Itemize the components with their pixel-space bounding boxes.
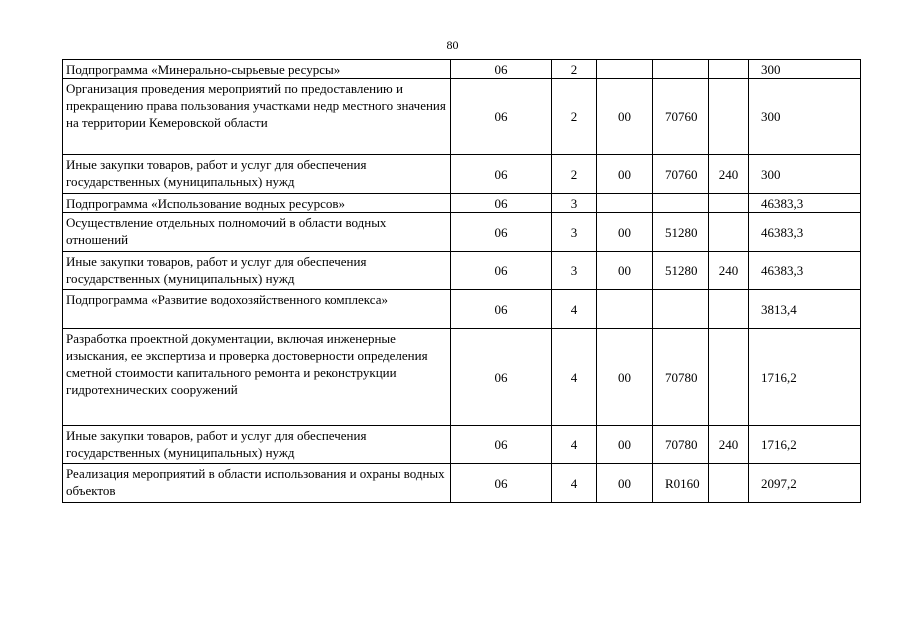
row-program: 00 — [597, 464, 653, 503]
row-program: 00 — [597, 426, 653, 464]
row-expense-type — [709, 213, 749, 252]
row-amount: 300 — [749, 79, 861, 155]
row-name: Подпрограмма «Минерально-сырьевые ресурсы» — [63, 60, 451, 79]
row-code: 70760 — [653, 79, 709, 155]
row-amount: 2097,2 — [749, 464, 861, 503]
row-code: 70780 — [653, 329, 709, 426]
row-program — [597, 290, 653, 329]
row-name: Подпрограмма «Использование водных ресурсов» — [63, 194, 451, 213]
row-program — [597, 194, 653, 213]
row-section: 06 — [451, 426, 552, 464]
row-amount: 300 — [749, 155, 861, 194]
row-code: 70760 — [653, 155, 709, 194]
row-code — [653, 290, 709, 329]
table-row — [63, 426, 861, 464]
row-expense-type — [709, 60, 749, 79]
row-subsection: 2 — [552, 155, 597, 194]
row-code — [653, 60, 709, 79]
page-number: 80 — [446, 38, 459, 52]
budget-table — [62, 59, 861, 503]
row-subsection: 4 — [552, 290, 597, 329]
row-section: 06 — [451, 252, 552, 290]
row-section: 06 — [451, 79, 552, 155]
row-expense-type: 240 — [709, 155, 749, 194]
row-section: 06 — [451, 464, 552, 503]
row-section: 06 — [451, 194, 552, 213]
table-row — [63, 213, 861, 252]
row-section: 06 — [451, 329, 552, 426]
row-subsection: 4 — [552, 329, 597, 426]
row-amount: 3813,4 — [749, 290, 861, 329]
row-code: 51280 — [653, 213, 709, 252]
row-name: Осуществление отдельных полномочий в области водных отношений — [63, 213, 451, 252]
row-amount: 46383,3 — [749, 194, 861, 213]
row-subsection: 3 — [552, 194, 597, 213]
row-expense-type — [709, 464, 749, 503]
row-name: Организация проведения мероприятий по предоставлению и прекращению права пользования участками недр местного значения на территории Кемеровской области — [63, 79, 451, 155]
row-subsection: 3 — [552, 213, 597, 252]
row-name: Разработка проектной документации, включая инженерные изыскания, ее экспертиза и проверка достоверности определения сметной стоимости капитального ремонта и реконструкции гидротехнических сооружений — [63, 329, 451, 426]
row-name: Иные закупки товаров, работ и услуг для обеспечения государственных (муниципальных) нужд — [63, 155, 451, 194]
row-subsection: 4 — [552, 464, 597, 503]
row-section: 06 — [451, 290, 552, 329]
row-expense-type: 240 — [709, 252, 749, 290]
row-program: 00 — [597, 79, 653, 155]
row-program: 00 — [597, 155, 653, 194]
row-code — [653, 194, 709, 213]
row-program: 00 — [597, 213, 653, 252]
row-code: 70780 — [653, 426, 709, 464]
row-section: 06 — [451, 155, 552, 194]
row-amount: 46383,3 — [749, 252, 861, 290]
row-name: Подпрограмма «Развитие водохозяйственного комплекса» — [63, 290, 451, 329]
table-row — [63, 194, 861, 213]
row-expense-type: 240 — [709, 426, 749, 464]
budget-table-body — [63, 60, 861, 503]
row-name: Иные закупки товаров, работ и услуг для обеспечения государственных (муниципальных) нужд — [63, 252, 451, 290]
table-row — [63, 60, 861, 79]
table-row — [63, 464, 861, 503]
table-row — [63, 252, 861, 290]
row-program — [597, 60, 653, 79]
row-subsection: 2 — [552, 79, 597, 155]
row-expense-type — [709, 290, 749, 329]
table-row — [63, 290, 861, 329]
row-amount: 1716,2 — [749, 329, 861, 426]
row-section: 06 — [451, 213, 552, 252]
row-program: 00 — [597, 329, 653, 426]
row-amount: 46383,3 — [749, 213, 861, 252]
row-section: 06 — [451, 60, 552, 79]
row-name: Реализация мероприятий в области использования и охраны водных объектов — [63, 464, 451, 503]
row-amount: 300 — [749, 60, 861, 79]
row-expense-type — [709, 194, 749, 213]
row-program: 00 — [597, 252, 653, 290]
row-subsection: 3 — [552, 252, 597, 290]
table-row — [63, 155, 861, 194]
table-row — [63, 329, 861, 426]
row-expense-type — [709, 329, 749, 426]
row-subsection: 2 — [552, 60, 597, 79]
row-code: 51280 — [653, 252, 709, 290]
row-amount: 1716,2 — [749, 426, 861, 464]
row-code: R0160 — [653, 464, 709, 503]
row-name: Иные закупки товаров, работ и услуг для обеспечения государственных (муниципальных) нужд — [63, 426, 451, 464]
table-row — [63, 79, 861, 155]
row-expense-type — [709, 79, 749, 155]
row-subsection: 4 — [552, 426, 597, 464]
